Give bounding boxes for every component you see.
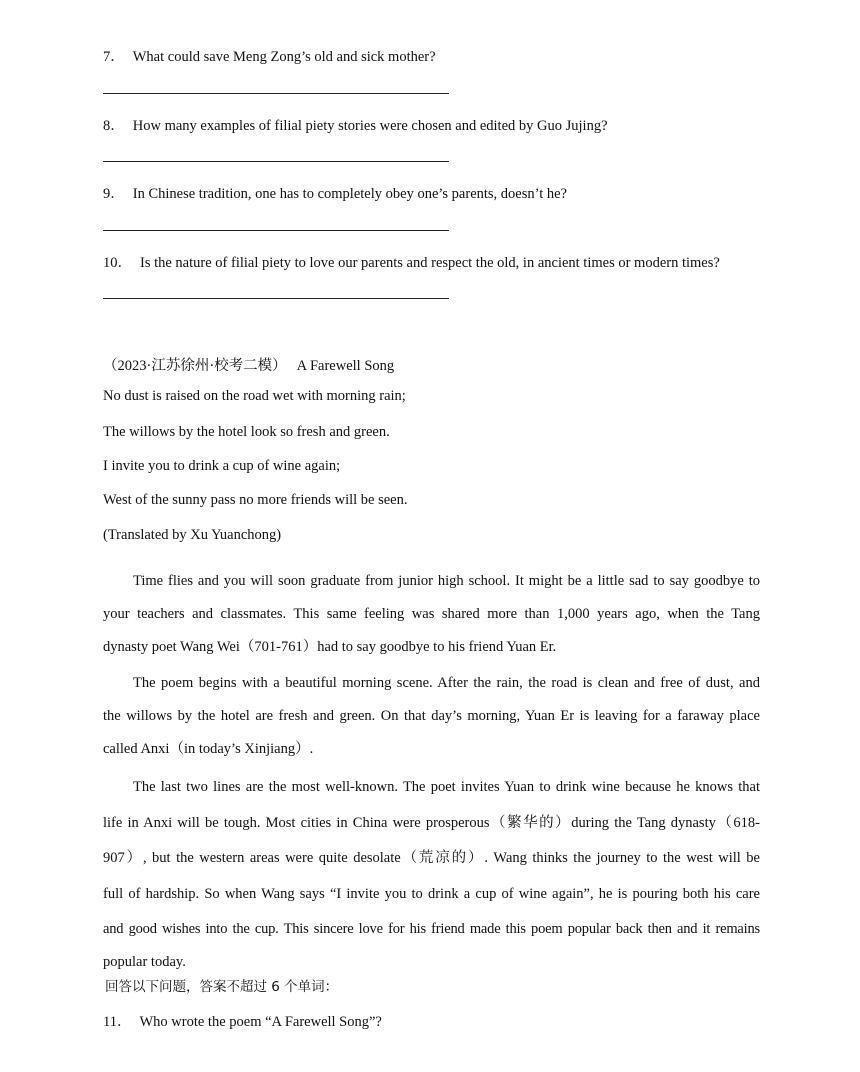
question-number: 8． (103, 118, 125, 134)
poem-line: West of the sunny pass no more friends will be seen. (103, 492, 408, 508)
answer-line-9[interactable] (103, 230, 449, 231)
paragraph-line: called Anxi（in today’s Xinjiang）. (103, 741, 314, 757)
translator-credit: (Translated by Xu Yuanchong) (103, 527, 282, 543)
answer-instruction: 回答以下问题，答案不超过 6 个单词： (105, 979, 339, 995)
paragraph-2 (103, 667, 760, 766)
paragraph-line: your teachers and classmates. This same feeling was shared more than 1,000 years ago, when the Tang (103, 606, 760, 622)
question-10 (103, 251, 720, 272)
poem-line: No dust is raised on the road wet with morning rain; (103, 388, 406, 404)
paragraph-line: popular today. (103, 953, 186, 970)
question-number: 10． (103, 255, 132, 271)
paragraph-line: dynasty poet Wang Wei（701-761）had to say goodbye to his friend Yuan Er. (103, 639, 557, 655)
paragraph-line: and good wishes into the cup. This sincere love for his friend made this poem popular back then and it remains (103, 921, 760, 937)
source-label: （2023·江苏徐州·校考二模） (103, 358, 287, 374)
question-text: Is the nature of filial piety to love our parents and respect the old, in ancient times or modern times? (140, 255, 720, 271)
poem-line: I invite you to drink a cup of wine again; (103, 458, 341, 474)
question-8 (103, 114, 608, 135)
answer-line-10[interactable] (103, 298, 449, 299)
passage-title: A Farewell Song (296, 358, 395, 374)
paragraph-3 (103, 770, 760, 976)
question-number: 7． (103, 49, 125, 65)
paragraph-line: life in Anxi will be tough. Most cities in China were prosperous（繁华的）during the Tang dynasty（618- (103, 814, 760, 831)
paragraph-line: Time flies and you will soon graduate from junior high school. It might be a little sad to say goodbye to (133, 573, 760, 589)
passage-source-heading (103, 354, 394, 375)
poem-line: The willows by the hotel look so fresh and green. (103, 424, 390, 440)
paragraph-line: The poem begins with a beautiful morning scene. After the rain, the road is clean and free of dust, and (133, 675, 760, 691)
answer-line-7[interactable] (103, 93, 449, 94)
question-number: 9． (103, 186, 125, 202)
question-text: How many examples of filial piety stories were chosen and edited by Guo Jujing? (132, 118, 608, 134)
paragraph-line: 907）, but the western areas were quite desolate（荒凉的）. Wang thinks the journey to the west will be (103, 850, 760, 866)
paragraph-line: full of hardship. So when Wang says “I invite you to drink a cup of wine again”, he is pouring both his care (103, 885, 760, 902)
paragraph-line: the willows by the hotel are fresh and green. On that day’s morning, Yuan Er is leaving for a faraway place (103, 708, 760, 724)
question-text: What could save Meng Zong’s old and sick mother? (132, 49, 436, 65)
question-text: Who wrote the poem “A Farewell Song”? (139, 1014, 382, 1030)
question-9 (103, 182, 567, 203)
paragraph-line: The last two lines are the most well-known. The poet invites Yuan to drink wine because he knows that (133, 779, 760, 795)
question-number: 11． (103, 1014, 132, 1030)
question-7 (103, 45, 436, 66)
paragraph-1 (103, 565, 760, 664)
question-11 (103, 1010, 382, 1031)
question-text: In Chinese tradition, one has to completely obey one’s parents, doesn’t he? (132, 186, 567, 202)
answer-line-8[interactable] (103, 161, 449, 162)
